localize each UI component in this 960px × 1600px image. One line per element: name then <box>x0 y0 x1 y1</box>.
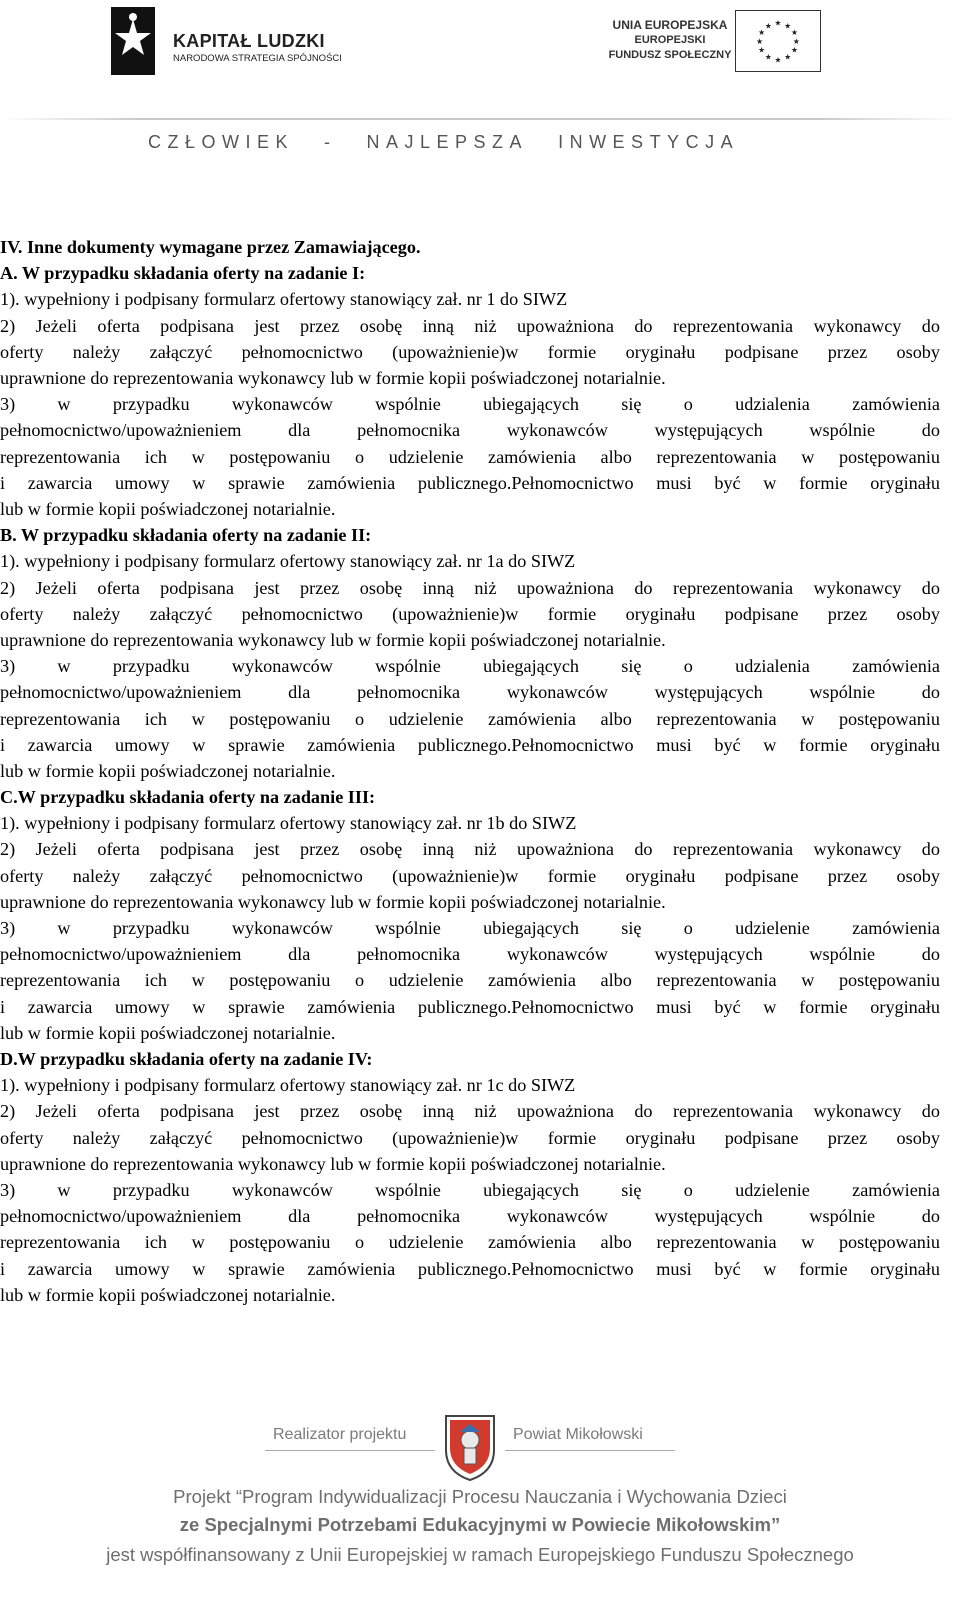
footer-powiat: Powiat Mikołowski <box>513 1426 643 1443</box>
text-line: 1). wypełniony i podpisany formularz ofertowy stanowiący zał. nr 1 do SIWZ <box>0 289 568 310</box>
text-line: 2) Jeżeli oferta podpisana jest przez osobę inną niż upoważniona do reprezentowania wykonawcy do <box>0 839 940 860</box>
svg-text:★: ★ <box>764 21 772 31</box>
text-line: reprezentowania ich w postępowaniu o udzielenie zamówienia albo reprezentowania w postępowaniu <box>0 708 940 729</box>
text-line: 1). wypełniony i podpisany formularz ofertowy stanowiący zał. nr 1b do SIWZ <box>0 813 577 834</box>
slogan-word-3: INWESTYCJA <box>558 132 740 152</box>
text-line: reprezentowania ich w postępowaniu o udzielenie zamówienia albo reprezentowania w postępowaniu <box>0 1232 940 1253</box>
header-slogan <box>148 132 739 153</box>
svg-text:★: ★ <box>758 28 766 38</box>
footer-project-line-3: jest współfinansowany z Unii Europejskiej w ramach Europejskiego Funduszu Społecznego <box>106 1544 854 1565</box>
svg-text:★: ★ <box>764 52 772 62</box>
text-line: oferty należy załączyć pełnomocnictwo (upoważnienie)w formie oryginału podpisane przez osoby <box>0 865 940 886</box>
text-line: i zawarcia umowy w sprawie zamówienia publicznego.Pełnomocnictwo musi być w formie oryginału <box>0 1258 940 1279</box>
section-heading: C.W przypadku składania oferty na zadanie III: <box>0 787 376 808</box>
header-divider <box>0 118 960 120</box>
footer-divider-left <box>265 1450 435 1451</box>
text-line: 3) w przypadku wykonawców wspólnie ubiegających się o udzielenie zamówienia <box>0 918 940 939</box>
text-line: uprawnione do reprezentowania wykonawcy lub w formie kopii poświadczonej notarialnie. <box>0 891 666 912</box>
text-line: 3) w przypadku wykonawców wspólnie ubiegających się o udzialenia zamówienia <box>0 394 940 415</box>
text-line: pełnomocnictwo/upoważnieniem dla pełnomocnika wykonawców występujących wspólnie do <box>0 944 940 965</box>
slogan-word-1: CZŁOWIEK <box>148 132 295 152</box>
svg-text:★: ★ <box>784 52 792 62</box>
eu-line-2: EUROPEJSKI <box>634 34 706 46</box>
footer-project-line-2: ze Specjalnymi Potrzebami Edukacyjnymi w Powiecie Mikołowskim” <box>179 1514 781 1535</box>
text-line: lub w formie kopii poświadczonej notarialnie. <box>0 498 336 519</box>
text-line: pełnomocnictwo/upoważnieniem dla pełnomocnika wykonawców występujących wspólnie do <box>0 682 940 703</box>
text-line: 2) Jeżeli oferta podpisana jest przez osobę inną niż upoważniona do reprezentowania wykonawcy do <box>0 577 940 598</box>
svg-text:★: ★ <box>792 36 800 46</box>
kapital-ludzki-subtitle: NARODOWA STRATEGIA SPÓJNOŚCI <box>173 53 342 64</box>
text-line: pełnomocnictwo/upoważnieniem dla pełnomocnika wykonawców występujących wspólnie do <box>0 1206 940 1227</box>
text-line: uprawnione do reprezentowania wykonawcy lub w formie kopii poświadczonej notarialnie. <box>0 1153 666 1174</box>
text-line: uprawnione do reprezentowania wykonawcy lub w formie kopii poświadczonej notarialnie. <box>0 629 666 650</box>
text-line: oferty należy załączyć pełnomocnictwo (upoważnienie)w formie oryginału podpisane przez osoby <box>0 341 940 362</box>
kapital-ludzki-logo <box>105 5 345 77</box>
text-line: i zawarcia umowy w sprawie zamówienia publicznego.Pełnomocnictwo musi być w formie oryginału <box>0 734 940 755</box>
eu-label <box>605 18 735 63</box>
svg-text:★: ★ <box>790 28 798 38</box>
section-heading: D.W przypadku składania oferty na zadanie IV: <box>0 1049 373 1070</box>
svg-text:★: ★ <box>774 55 782 65</box>
svg-text:★: ★ <box>790 45 798 55</box>
text-line: i zawarcia umowy w sprawie zamówienia publicznego.Pełnomocnictwo musi być w formie oryginału <box>0 996 940 1017</box>
text-line: 2) Jeżeli oferta podpisana jest przez osobę inną niż upoważniona do reprezentowania wykonawcy do <box>0 315 940 336</box>
page-header <box>0 0 960 165</box>
eu-flag-icon <box>735 10 821 72</box>
svg-text:★: ★ <box>756 36 764 46</box>
text-line: lub w formie kopii poświadczonej notarialnie. <box>0 760 336 781</box>
section-heading: IV. Inne dokumenty wymagane przez Zamawiającego. <box>0 237 421 257</box>
footer-project-line-1: Projekt “Program Indywidualizacji Procesu Nauczania i Wychowania Dzieci <box>173 1486 787 1507</box>
svg-text:★: ★ <box>784 21 792 31</box>
text-line: i zawarcia umowy w sprawie zamówienia publicznego.Pełnomocnictwo musi być w formie oryginału <box>0 472 940 493</box>
text-line: reprezentowania ich w postępowaniu o udzielenie zamówienia albo reprezentowania w postępowaniu <box>0 970 940 991</box>
kapital-ludzki-title: KAPITAŁ LUDZKI <box>173 31 325 51</box>
page-footer <box>0 1400 960 1600</box>
text-line: reprezentowania ich w postępowaniu o udzielenie zamówienia albo reprezentowania w postępowaniu <box>0 446 940 467</box>
text-line: 1). wypełniony i podpisany formularz ofertowy stanowiący zał. nr 1c do SIWZ <box>0 1075 576 1096</box>
text-line: oferty należy załączyć pełnomocnictwo (upoważnienie)w formie oryginału podpisane przez osoby <box>0 1127 940 1148</box>
section-heading: A. W przypadku składania oferty na zadanie I: <box>0 263 366 284</box>
svg-text:★: ★ <box>774 18 782 28</box>
text-line: pełnomocnictwo/upoważnieniem dla pełnomocnika wykonawców występujących wspólnie do <box>0 420 940 441</box>
text-line: oferty należy załączyć pełnomocnictwo (upoważnienie)w formie oryginału podpisane przez osoby <box>0 603 940 624</box>
star-figure-icon <box>105 5 157 77</box>
eu-line-3: FUNDUSZ SPOŁECZNY <box>608 49 732 61</box>
text-line: 1). wypełniony i podpisany formularz ofertowy stanowiący zał. nr 1a do SIWZ <box>0 551 576 572</box>
text-line: uprawnione do reprezentowania wykonawcy lub w formie kopii poświadczonej notarialnie. <box>0 367 666 388</box>
document-body <box>0 234 940 1308</box>
text-line: 2) Jeżeli oferta podpisana jest przez osobę inną niż upoważniona do reprezentowania wykonawcy do <box>0 1101 940 1122</box>
footer-realizator: Realizator projektu <box>273 1426 407 1443</box>
text-line: 3) w przypadku wykonawców wspólnie ubiegających się o udzielenie zamówienia <box>0 1180 940 1200</box>
footer-divider-right <box>505 1450 675 1451</box>
eu-line-1: UNIA EUROPEJSKA <box>612 18 728 32</box>
svg-text:★: ★ <box>758 45 766 55</box>
text-line: 3) w przypadku wykonawców wspólnie ubiegających się o udzialenia zamówienia <box>0 656 940 677</box>
section-heading: B. W przypadku składania oferty na zadanie II: <box>0 525 372 546</box>
text-line: lub w formie kopii poświadczonej notarialnie. <box>0 1284 336 1305</box>
slogan-word-2: NAJLEPSZA <box>366 132 529 152</box>
text-line: lub w formie kopii poświadczonej notarialnie. <box>0 1022 336 1043</box>
coat-of-arms-icon <box>440 1410 500 1482</box>
slogan-dash: - <box>324 132 337 152</box>
